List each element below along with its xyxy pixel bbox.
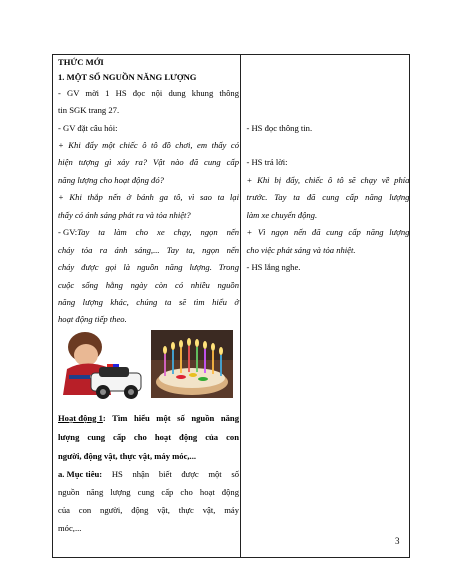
page-number: 3 [395, 536, 400, 546]
question-line: thấy có ánh sáng phát ra và tỏa nhiệt? [58, 210, 191, 220]
child-toy-car-photo [55, 325, 147, 401]
activity-title: : Tìm hiểu một số nguồn năng [102, 413, 239, 423]
question-line: năng lượng cho hoạt động đó? [58, 175, 164, 185]
text-line: - GV mời 1 HS đọc nội dung khung thông [58, 88, 239, 98]
gv-prefix: - GV: [58, 227, 78, 237]
objective-line: nguồn năng lượng cung cấp cho hoạt động [58, 487, 239, 497]
activity-label: Hoạt động 1 [58, 413, 103, 423]
birthday-cake-photo [151, 330, 233, 398]
activity-title-line: lượng cung cấp cho hoạt động của con [58, 432, 239, 442]
text-line: - GV đặt câu hỏi: [58, 123, 118, 133]
question-line: + Khi thắp nến ở bánh ga tô, vì sao ta lại [58, 192, 239, 202]
student-answer-line: trước. Tay ta đã cung cấp năng lượng [246, 192, 410, 202]
objective-label: a. Mục tiêu: [58, 469, 103, 479]
explanation-line: năng lượng khác, chúng ta sẽ tìm hiểu ở [58, 297, 239, 307]
lesson-table [52, 54, 410, 558]
explanation-text: Tay ta làm cho xe chạy, ngọn nến [77, 227, 239, 237]
activity-title-line: người, động vật, thực vật, máy móc,... [58, 451, 197, 461]
activity-heading-line [58, 413, 239, 424]
objective-line: của con người, động vật, thực vật, máy [58, 505, 239, 515]
student-answer-line: cho việc phát sáng và tỏa nhiệt. [246, 245, 356, 255]
explanation-line: cháy tỏa ra ánh sáng,... Tay ta, ngọn nến [58, 245, 239, 255]
student-answer-line: + Khi bị đẩy, chiếc ô tô sẽ chạy về phía [246, 175, 410, 185]
student-answer-line: làm xe chuyển động. [246, 210, 318, 220]
text-line: tin SGK trang 27. [58, 105, 120, 115]
student-activities-cell [241, 55, 410, 558]
explanation-line: cuộc sống hằng ngày còn có nhiều nguồn [58, 280, 239, 290]
student-line: - HS đọc thông tin. [246, 123, 313, 133]
objective-line: móc,... [58, 523, 82, 533]
explanation-line: hoạt động tiếp theo. [58, 314, 127, 324]
section-heading-continued: THỨC MỚI [58, 57, 104, 67]
question-line: hiện tượng gì xảy ra? Vật nào đã cung cấp [58, 157, 239, 167]
explanation-line: cháy được gọi là nguồn năng lượng. Trong [58, 262, 239, 272]
objective-text: HS nhận biết được một số [102, 469, 239, 479]
objective-line [58, 469, 239, 480]
question-line: + Khi đẩy một chiếc ô tô đồ chơi, em thấy có [58, 140, 239, 150]
student-line: - HS trả lời: [246, 157, 288, 167]
student-line: - HS lắng nghe. [246, 262, 301, 272]
section-title: 1. MỘT SỐ NGUỒN NĂNG LƯỢNG [58, 72, 197, 82]
teacher-explanation-line [58, 227, 239, 238]
teacher-activities-cell [53, 55, 241, 558]
student-answer-line: + Vì ngọn nến đã cung cấp năng lượng [246, 227, 410, 237]
